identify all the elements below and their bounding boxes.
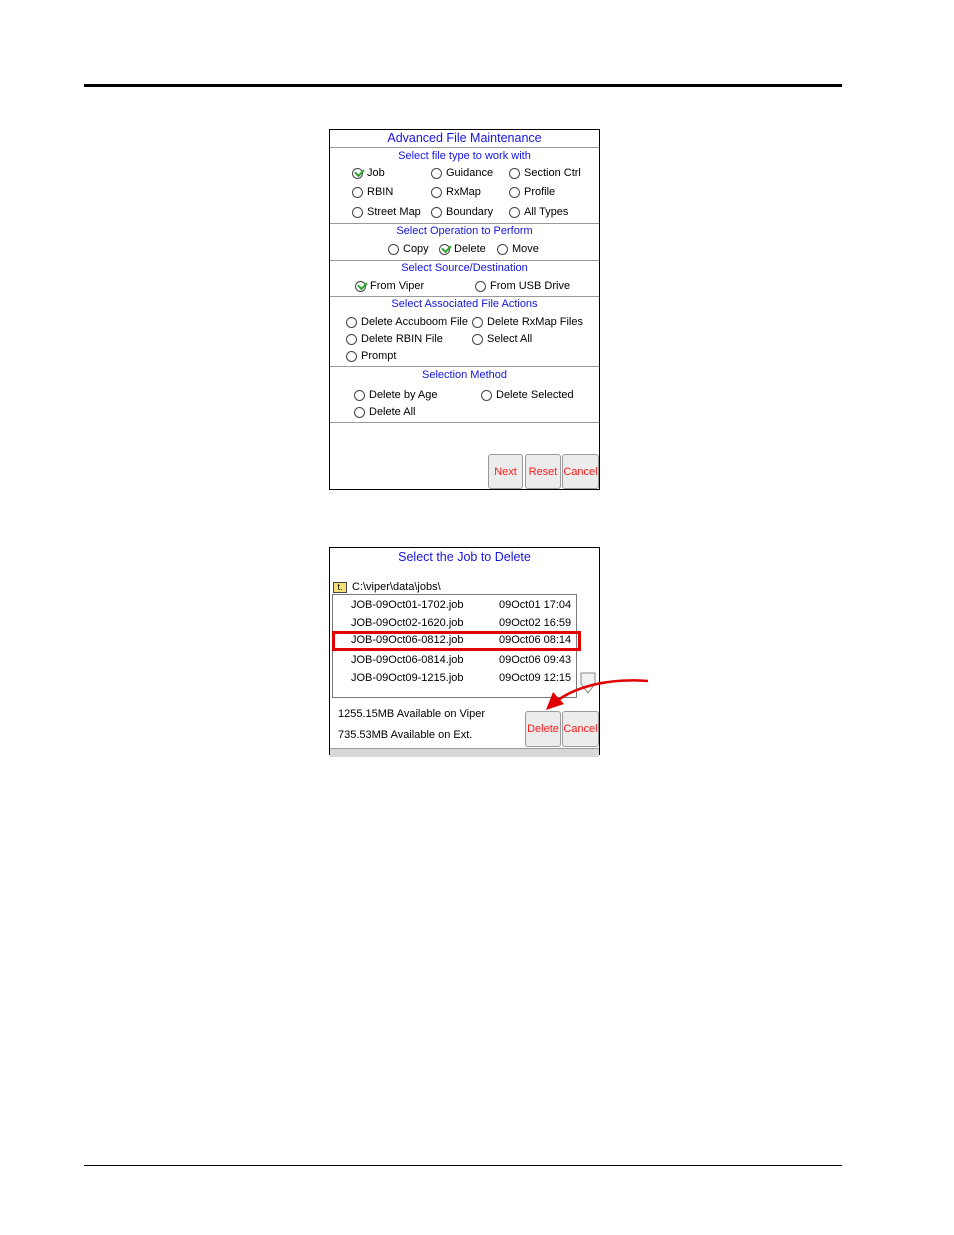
- cancel-button[interactable]: Cancel: [562, 711, 599, 747]
- file-type-all-types-radio[interactable]: All Types: [509, 205, 568, 219]
- file-name: JOB-09Oct01-1702.job: [351, 599, 464, 611]
- next-button[interactable]: Next: [488, 454, 523, 489]
- delete-all-radio[interactable]: Delete All: [354, 405, 415, 419]
- file-date: 09Oct01 17:04: [499, 599, 572, 611]
- radio-empty-icon: [346, 334, 357, 345]
- prompt-radio[interactable]: Prompt: [346, 349, 396, 363]
- radio-empty-icon: [354, 390, 365, 401]
- file-type-rxmap-radio[interactable]: RxMap: [431, 185, 481, 199]
- select-job-to-delete-panel: [329, 547, 600, 755]
- radio-checked-icon: [352, 168, 363, 179]
- radio-empty-icon: [431, 207, 442, 218]
- reset-button[interactable]: Reset: [525, 454, 561, 489]
- radio-empty-icon: [509, 168, 520, 179]
- available-on-ext-text: 735.53MB Available on Ext.: [338, 729, 473, 741]
- file-date: 09Oct02 16:59: [499, 617, 572, 629]
- file-type-boundary-radio[interactable]: Boundary: [431, 205, 493, 219]
- file-type-heading: Select file type to work with: [398, 150, 531, 162]
- file-date: 09Oct06 08:14: [499, 634, 572, 646]
- divider: [330, 147, 599, 148]
- advanced-file-maintenance-panel: [329, 129, 600, 490]
- selection-method-heading: Selection Method: [422, 369, 507, 381]
- table-row[interactable]: [333, 652, 576, 670]
- delete-button[interactable]: Delete: [525, 711, 561, 747]
- divider: [330, 422, 599, 423]
- radio-empty-icon: [388, 244, 399, 255]
- file-type-section-ctrl-radio[interactable]: Section Ctrl: [509, 166, 581, 180]
- radio-empty-icon: [354, 407, 365, 418]
- delete-selected-radio[interactable]: Delete Selected: [481, 388, 574, 402]
- divider: [330, 366, 599, 367]
- scroll-down-icon[interactable]: [580, 672, 596, 694]
- source-from-usb-radio[interactable]: From USB Drive: [475, 279, 570, 293]
- panel-title: Advanced File Maintenance: [387, 131, 542, 145]
- folder-up-icon[interactable]: t.: [333, 582, 347, 593]
- table-row[interactable]: [333, 670, 576, 688]
- radio-empty-icon: [481, 390, 492, 401]
- radio-empty-icon: [352, 187, 363, 198]
- operation-heading: Select Operation to Perform: [396, 225, 533, 237]
- divider: [330, 260, 599, 261]
- file-type-profile-radio[interactable]: Profile: [509, 185, 555, 199]
- delete-by-age-radio[interactable]: Delete by Age: [354, 388, 438, 402]
- cancel-button[interactable]: Cancel: [562, 454, 599, 489]
- operation-copy-radio[interactable]: Copy: [388, 242, 429, 256]
- table-row-selected[interactable]: [332, 631, 581, 651]
- page-footer-rule: [84, 1165, 842, 1166]
- radio-checked-icon: [355, 281, 366, 292]
- file-type-guidance-radio[interactable]: Guidance: [431, 166, 493, 180]
- page-header-rule: [84, 84, 842, 87]
- table-row[interactable]: [333, 597, 576, 615]
- available-on-viper-text: 1255.15MB Available on Viper: [338, 708, 485, 720]
- delete-rxmap-files-radio[interactable]: Delete RxMap Files: [472, 315, 583, 329]
- file-name: JOB-09Oct06-0814.job: [351, 654, 464, 666]
- job-file-list[interactable]: [332, 594, 577, 698]
- radio-empty-icon: [497, 244, 508, 255]
- radio-empty-icon: [509, 207, 520, 218]
- file-type-job-radio[interactable]: Job: [352, 166, 385, 180]
- source-from-viper-radio[interactable]: From Viper: [355, 279, 424, 293]
- radio-checked-icon: [439, 244, 450, 255]
- divider: [330, 223, 599, 224]
- file-date: 09Oct06 09:43: [499, 654, 572, 666]
- select-all-radio[interactable]: Select All: [472, 332, 532, 346]
- file-type-street-map-radio[interactable]: Street Map: [352, 205, 421, 219]
- bottom-toolbar-strip: [330, 748, 599, 757]
- panel-title: Select the Job to Delete: [398, 550, 531, 564]
- radio-empty-icon: [431, 187, 442, 198]
- file-date: 09Oct09 12:15: [499, 672, 572, 684]
- delete-accuboom-file-radio[interactable]: Delete Accuboom File: [346, 315, 468, 329]
- file-type-rbin-radio[interactable]: RBIN: [352, 185, 393, 199]
- radio-empty-icon: [346, 317, 357, 328]
- radio-empty-icon: [475, 281, 486, 292]
- radio-empty-icon: [472, 334, 483, 345]
- file-name: JOB-09Oct09-1215.job: [351, 672, 464, 684]
- radio-empty-icon: [346, 351, 357, 362]
- radio-empty-icon: [431, 168, 442, 179]
- delete-rbin-file-radio[interactable]: Delete RBIN File: [346, 332, 443, 346]
- divider: [330, 296, 599, 297]
- file-name: JOB-09Oct06-0812.job: [351, 634, 464, 646]
- folder-path[interactable]: [333, 580, 441, 594]
- operation-delete-radio[interactable]: Delete: [439, 242, 486, 256]
- source-destination-heading: Select Source/Destination: [401, 262, 528, 274]
- file-name: JOB-09Oct02-1620.job: [351, 617, 464, 629]
- operation-move-radio[interactable]: Move: [497, 242, 539, 256]
- radio-empty-icon: [352, 207, 363, 218]
- associated-actions-heading: Select Associated File Actions: [391, 298, 538, 310]
- path-label: C:\viper\data\jobs\: [352, 581, 441, 593]
- radio-empty-icon: [472, 317, 483, 328]
- radio-empty-icon: [509, 187, 520, 198]
